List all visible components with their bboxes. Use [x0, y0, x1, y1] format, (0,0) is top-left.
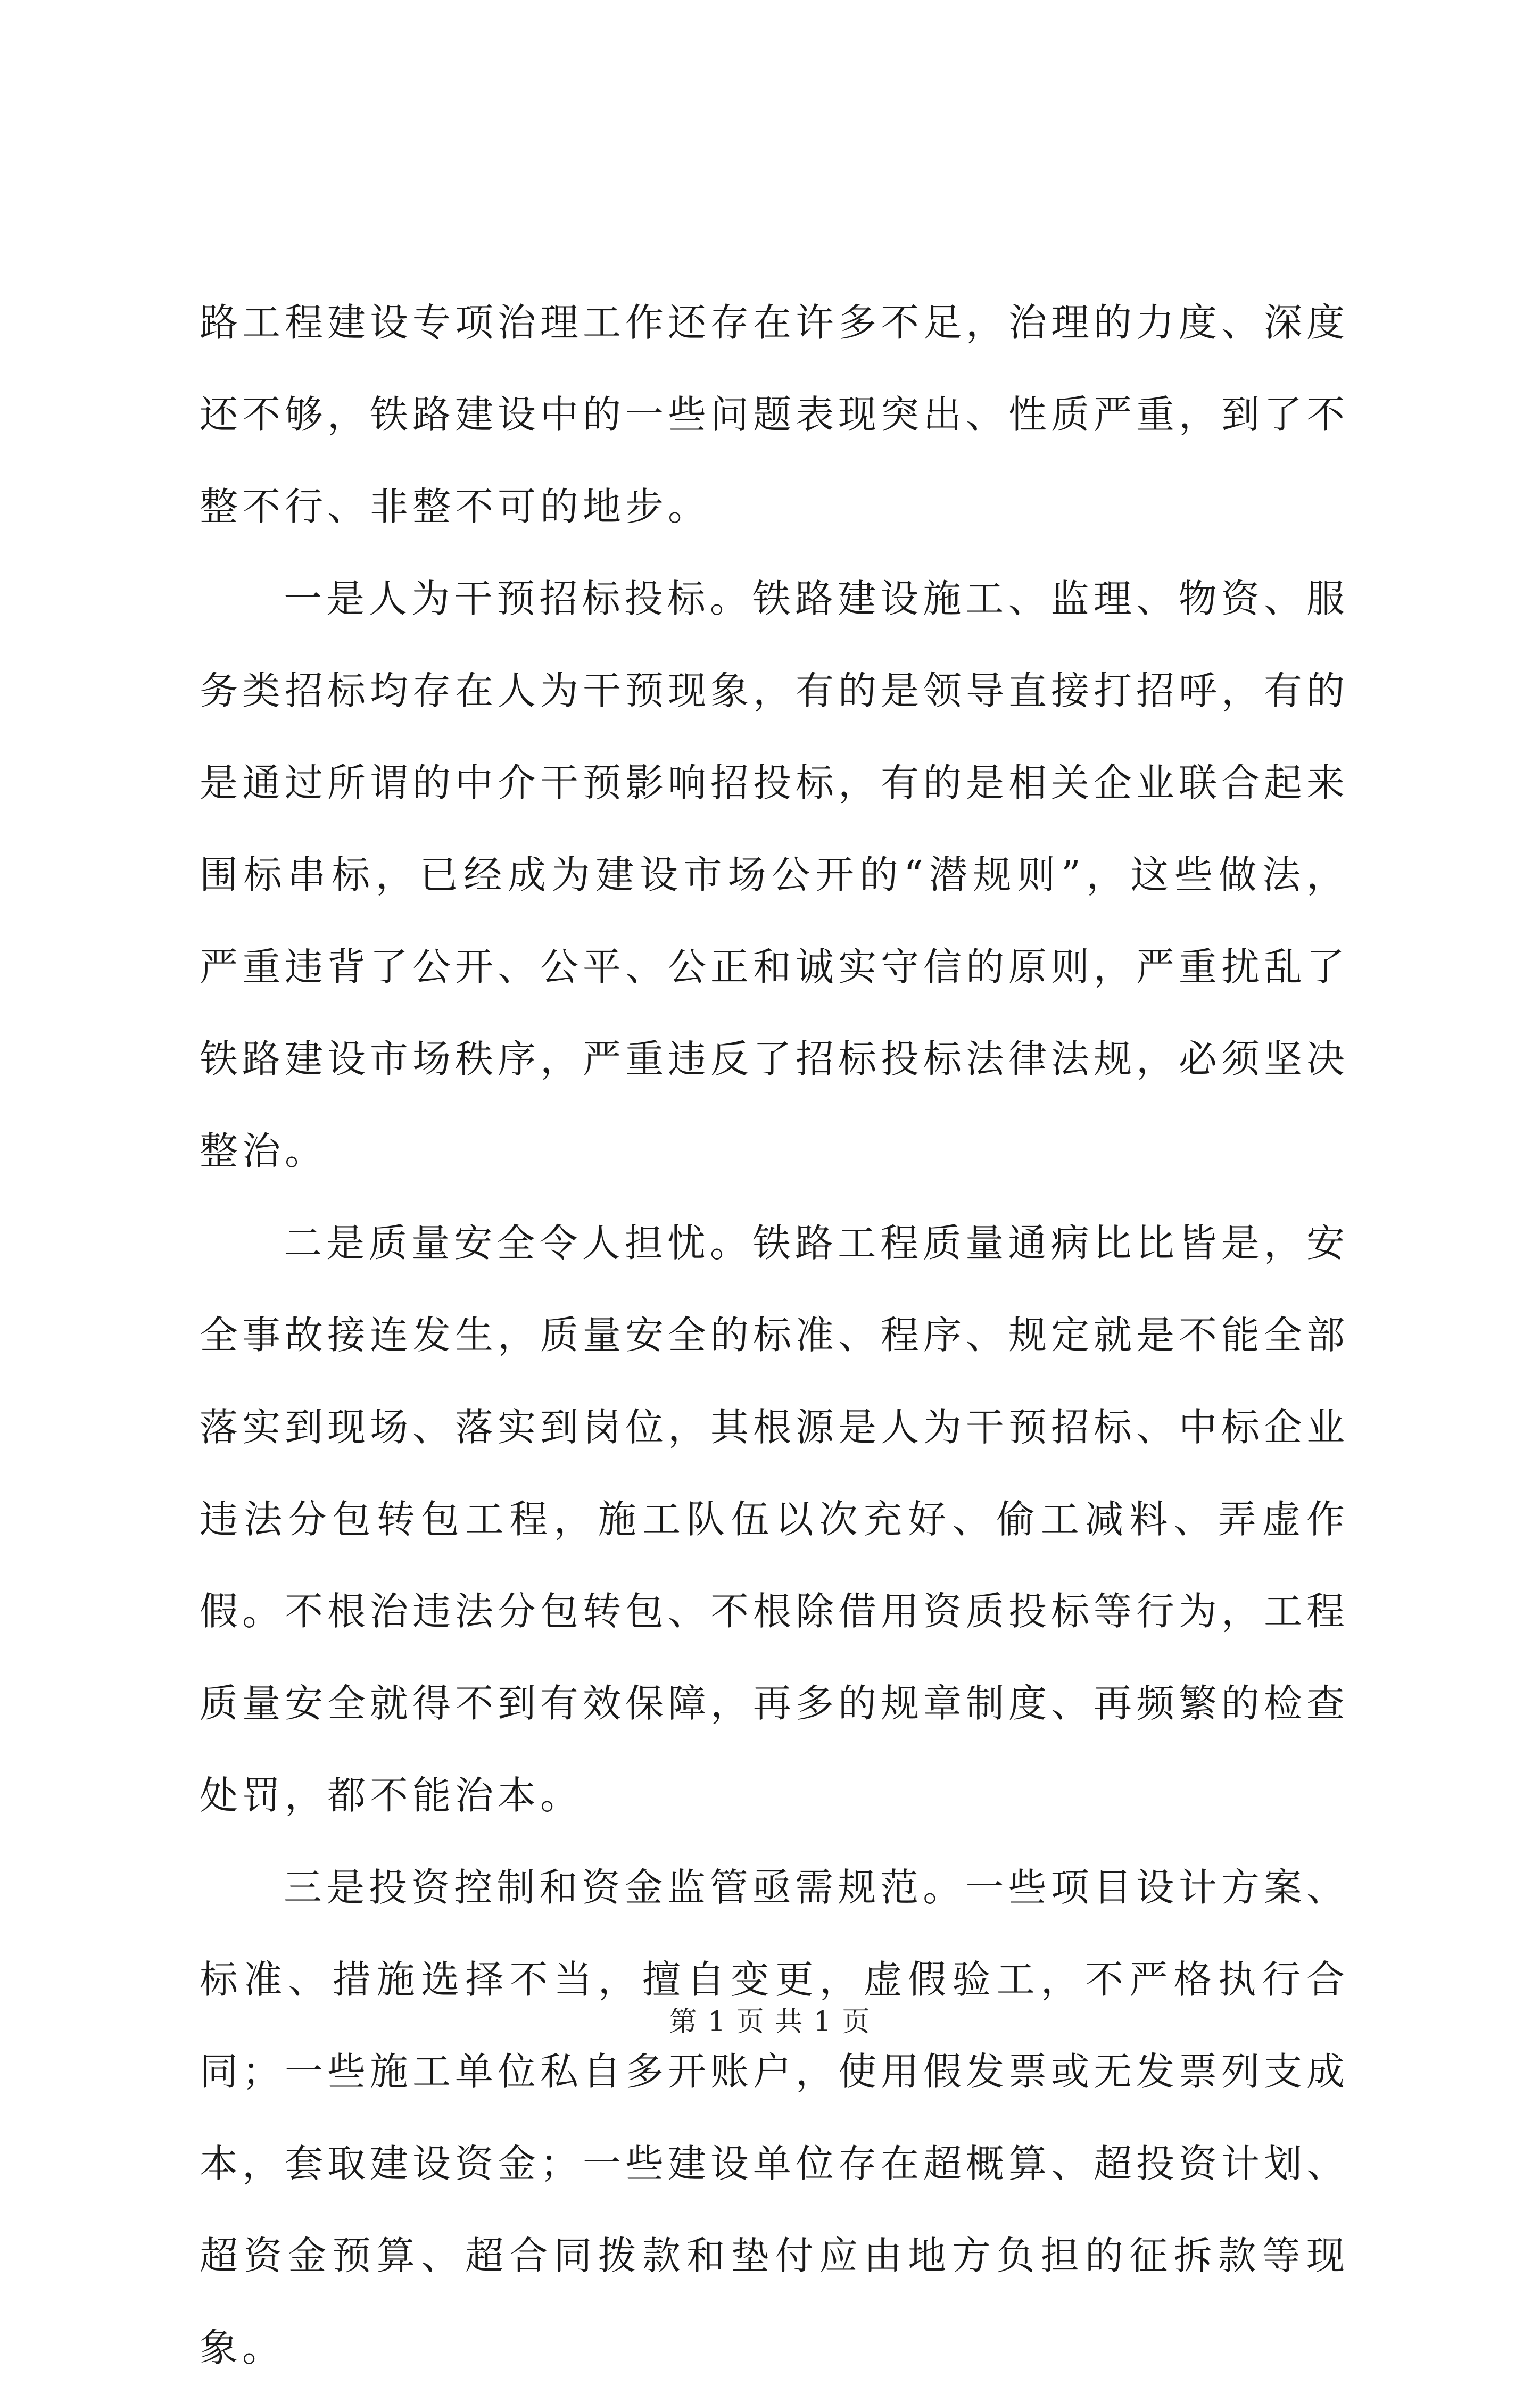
- paragraph-bidding-interference: 一是人为干预招标投标。铁路建设施工、监理、物资、服务类招标均存在人为干预现象，有的是领导直接打招呼，有的是通过所谓的中介干预影响招投标，有的是相关企业联合起来围标串标，已经成为建设市场公开的“潜规则”，这些做法，严重违背了公开、公平、公正和诚实守信的原则，严重扰乱了铁路建设市场秩序，严重违反了招标投标法律法规，必须坚决整治。: [200, 576, 1349, 1173]
- document-body: [200, 277, 1349, 2394]
- paragraph-investment-control: 三是投资控制和资金监管亟需规范。一些项目设计方案、标准、措施选择不当，擅自变更，虚假验工，不严格执行合同；一些施工单位私自多开账户，使用假发票或无发票列支成本，套取建设资金；一些建设单位存在超概算、超投资计划、超资金预算、超合同拨款和垫付应由地方负担的征拆款等现象。: [200, 1865, 1349, 2370]
- paragraph-quality-safety: 二是质量安全令人担忧。铁路工程质量通病比比皆是，安全事故接连发生，质量安全的标准、程序、规定就是不能全部落实到现场、落实到岗位，其根源是人为干预招标、中标企业违法分包转包工程，施工队伍以次充好、偷工减料、弄虚作假。不根治违法分包转包、不根除借用资质投标等行为，工程质量安全就得不到有效保障，再多的规章制度、再频繁的检查处罚，都不能治本。: [200, 1221, 1349, 1818]
- page-number-footer: 第 1 页 共 1 页: [669, 2006, 871, 2038]
- paragraph-continuation: 路工程建设专项治理工作还存在许多不足，治理的力度、深度还不够，铁路建设中的一些问题表现突出、性质严重，到了不整不行、非整不可的地步。: [200, 300, 1349, 529]
